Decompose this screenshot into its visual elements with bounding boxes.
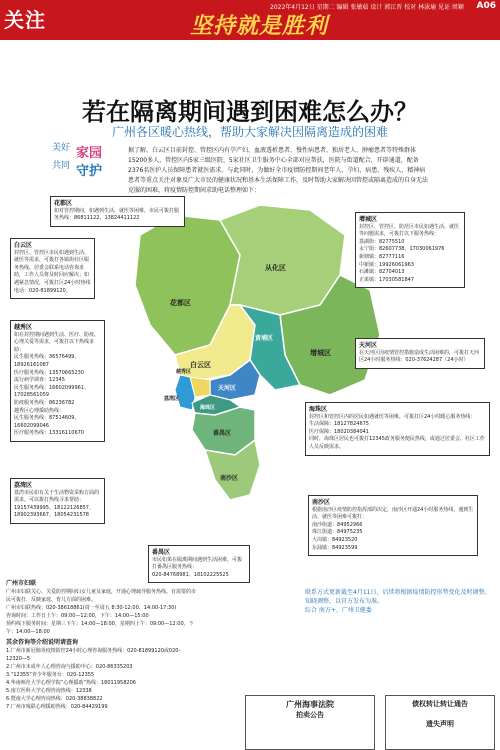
map-label-huangpu: 黄埔区 — [255, 335, 274, 342]
map-label-huadu: 花都区 — [170, 299, 191, 307]
sidebar-line: 预约线下服务时间：星期三下午：14:00—18:00，星期四上午：09:00—12:00，下午：14:00—18:00 — [6, 621, 194, 635]
section-title: 关注 — [4, 8, 46, 32]
box-huadu-text: 如对管控期间，如遇到生活、就医等困难，市民可拨打服务热线：86811122、13824411122 — [54, 207, 180, 222]
box-liwan-line: 19157439995、18122126857、18902393667、18054231578 — [14, 504, 94, 519]
box-zengcheng-line: 新塘镇：82777116 — [359, 253, 405, 260]
box-panyu — [148, 545, 250, 583]
sidebar-line: 4.华南师范大学心理学院“心理援助”热线：18011958206 — [6, 680, 136, 686]
header-slogan: 坚持就是胜利 — [190, 14, 329, 39]
page-title: 若在隔离期间遇到困难怎么办？ — [82, 98, 418, 126]
sidebar-line: 1.广州市新冠肺炎疫情防控24小时心理咨询服务热线：020-81899120或020-12320—5 — [6, 648, 181, 662]
box-nansha-line: 南沙街道：84952966 — [312, 521, 363, 528]
box-zengcheng — [355, 212, 465, 288]
box-yuexiu-text: 如在封控期间遇到生活、医疗、防疫、心理关爱等需求，可拨打以下热线求助： — [14, 331, 100, 353]
ad-transfer-title: 债权转让转让通告 — [412, 700, 468, 708]
box-zengcheng-title: 增城区 — [359, 216, 378, 223]
intro-paragraph: 据了解，白云区目前封控、管控区内有孕产妇、血液透析患者、慢性病患者、独居老人、肿瘤患者等特殊群体15200多人，管控区内5家三级医院、5家社区卫生服务中心全部对应帮扶，医院与街道配合，开辟通道，配备2376名医护人员保障患者就医需求。与此同时，为做好全市疫情防控期间老年人、孕妇、病患、残疾人、精神病患者等重点关注对象及广大市民的健康状况和基本生活保障工作，及时帮助大家解决因管控或隔离造成的自身无法克服的困难，将疫情防控期间求助电话整理如下： — [128, 147, 429, 194]
sidebar-line: 6.暨南大学心理咨询热线：020-38838822 — [6, 696, 103, 702]
sidebar-title-2: 其余咨询等介绍说明请查询 — [6, 639, 79, 646]
ad-auction-notice — [245, 695, 375, 750]
sidebar-line: 广州市妇联热线：020-38618861(周一至周五 8:30-12:00、14:00-17:30) — [6, 605, 177, 611]
box-haizhu — [305, 402, 490, 456]
ad-auction-title: 广州海事法院 — [286, 700, 334, 709]
update-note — [305, 588, 495, 615]
map-label-panyu: 番禺区 — [213, 430, 232, 437]
box-huadu-title: 花都区 — [54, 200, 73, 207]
sidebar-line: 2.广州市未成年人心理咨询与援助中心：020-86335203 — [6, 664, 133, 670]
map-label-haizhu: 海珠区 — [200, 405, 216, 411]
box-tianhe-title: 天河区 — [359, 342, 378, 349]
box-panyu-title: 番禺区 — [152, 549, 171, 556]
box-nansha-line: 珠江街道：84975235 — [312, 529, 363, 536]
box-nansha-text: 根据南沙区疫情防控指挥部的决定，南沙区开通24小时服务热线，遇到生活、就医等困难可拨打： — [312, 506, 474, 521]
box-liwan — [10, 478, 105, 524]
box-yuexiu-line: 流行病学调查：12345 — [14, 377, 65, 384]
box-zengcheng-line: 永宁街：82607738、17030061976 — [359, 246, 445, 253]
sidebar-line: 7.广州市残联心理援助热线：020-84429199 — [6, 704, 108, 710]
box-panyu-text: 市民如果在隔离期间遇到生活困难，可拨打番禺区服务热线： — [152, 556, 243, 571]
box-baiyun-text: 封控区、管控区市民如遇到生活、就医等需求，可拨打各镇街社区服务热线，居委会联系电话咨询求助，工作人员将及时回应解决；如遇紧急情况，可拨打区24小时热线电话：020-81899120。 — [14, 249, 91, 294]
logo-text-2: 家园 — [76, 146, 103, 161]
box-zengcheng-line: 石滩镇：82704013 — [359, 269, 405, 276]
sidebar-line: 3.“12355”青少年服务台：020-12355 — [6, 672, 95, 678]
box-tianhe — [355, 338, 485, 369]
box-yuexiu-line: 医疗服务热线：13316110670 — [14, 430, 84, 437]
box-nansha — [308, 495, 478, 556]
box-yuexiu-line: 民生服务热线：36576499、18926161087 — [14, 354, 80, 368]
box-yuexiu-line: 民生服务热线：87514609、16602099046 — [14, 415, 80, 429]
logo-text-4: 守护 — [76, 164, 103, 179]
update-note-text: 联系方式更新截至4月11日，后续将根据疫情防控形势变化及时调整。知晓调整，以官方发布为准。 — [305, 589, 491, 605]
map-label-nansha: 南沙区 — [220, 475, 239, 482]
sidebar-title-1: 广州市妇联 — [6, 580, 37, 587]
box-baiyun-title: 白云区 — [14, 242, 33, 249]
box-nansha-line: 东涌镇：84923599 — [312, 544, 358, 551]
map-label-zengcheng: 增城区 — [310, 349, 331, 357]
page-number: A06 — [476, 1, 496, 11]
box-tianhe-text: 在天河区因疫情管控措施造成生活困难的，可拨打天河区24小时服务热线：020-37624287（24小时） — [359, 349, 480, 364]
box-yuexiu-line: 越秀区心理援助热线： — [14, 407, 65, 414]
ad-transfer-notice — [385, 695, 495, 750]
box-zengcheng-line: 正果镇：17030581847 — [359, 276, 414, 283]
box-liwan-text: 荔湾市民如有关于生活物资采购方面的需求，可以拨打热线寻求帮助： — [14, 489, 100, 504]
ad-transfer-subtitle: 遗失声明 — [426, 720, 454, 728]
box-nansha-line: 大岗镇：84923520 — [312, 536, 358, 543]
header-bar — [0, 0, 500, 40]
box-yuexiu — [10, 320, 105, 442]
box-yuexiu-line: 防疫服务热线：86236782 — [14, 399, 75, 406]
header-meta: 2022年4月12日 星期二 编辑 张敏茹 设计 郭江晋 校对 林泳瑜 见证 周颖 — [270, 4, 464, 11]
box-liwan-title: 荔湾区 — [14, 482, 33, 489]
box-panyu-line: 020-84768981、18102225525 — [152, 571, 229, 578]
logo-text-3: 共同 — [52, 161, 71, 171]
logo-text-1: 美好 — [52, 143, 71, 153]
box-zengcheng-line: 荔湖街：82775510 — [359, 238, 405, 245]
box-yuexiu-line: 民生服务热线：16602099961、17028561059 — [14, 384, 89, 399]
campaign-logo — [52, 140, 108, 192]
box-haizhu-line: 同时，海珠区居民也可拨打12345政务服务便民热线，或通过居委会、社区工作人员反映需求。 — [309, 436, 485, 450]
box-haizhu-line: 生活保障：18127824675 — [309, 421, 369, 428]
sidebar-info — [6, 580, 196, 711]
box-haizhu-title: 海珠区 — [309, 406, 328, 413]
box-yuexiu-line: 医疗服务热线：13570665230 — [14, 369, 84, 376]
map-label-liwan: 荔湾区 — [164, 396, 180, 402]
box-huadu — [50, 196, 185, 227]
sidebar-line: 咨询时间：工作日上午：09:00—12:00，下午：14:00—15:00 — [6, 613, 149, 619]
ad-auction-subtitle: 拍卖公告 — [296, 711, 324, 719]
sidebar-body-1: 广州市妇联关心、关爱防控期间妇女儿童及家庭，开通心理疏导服务热线。有需要的市民可拨打，反映家庭、育儿方面的困难。 — [6, 589, 197, 603]
box-yuexiu-title: 越秀区 — [14, 324, 33, 331]
box-nansha-title: 南沙区 — [312, 499, 331, 506]
map-label-conghua: 从化区 — [265, 264, 286, 272]
update-note-source: 综合 南方+、广州卫健委 — [305, 607, 372, 614]
map-label-yuexiu: 越秀区 — [176, 369, 192, 375]
box-haizhu-line: 医疗保障：18020384041 — [309, 428, 369, 435]
box-haizhu-text: 封控区和管控区内的居民如遇就医等困难，可拨打区24小时暖心服务热线： — [309, 413, 476, 420]
box-zengcheng-text: 封控区、管控区、防范区市民如遇生活、就医等问题需求，可拨打以下服务热线： — [359, 223, 460, 238]
map-label-baiyun: 白云区 — [190, 361, 211, 369]
sidebar-line: 5.南方医科大学心理咨询热线：12338 — [6, 688, 92, 694]
map-label-tianhe: 天河区 — [218, 385, 237, 392]
page-subtitle: 广州各区暖心热线，帮助大家解决因隔离造成的困难 — [111, 125, 388, 139]
box-zengcheng-line: 中新镇：19926061963 — [359, 261, 414, 268]
box-baiyun — [10, 238, 95, 299]
